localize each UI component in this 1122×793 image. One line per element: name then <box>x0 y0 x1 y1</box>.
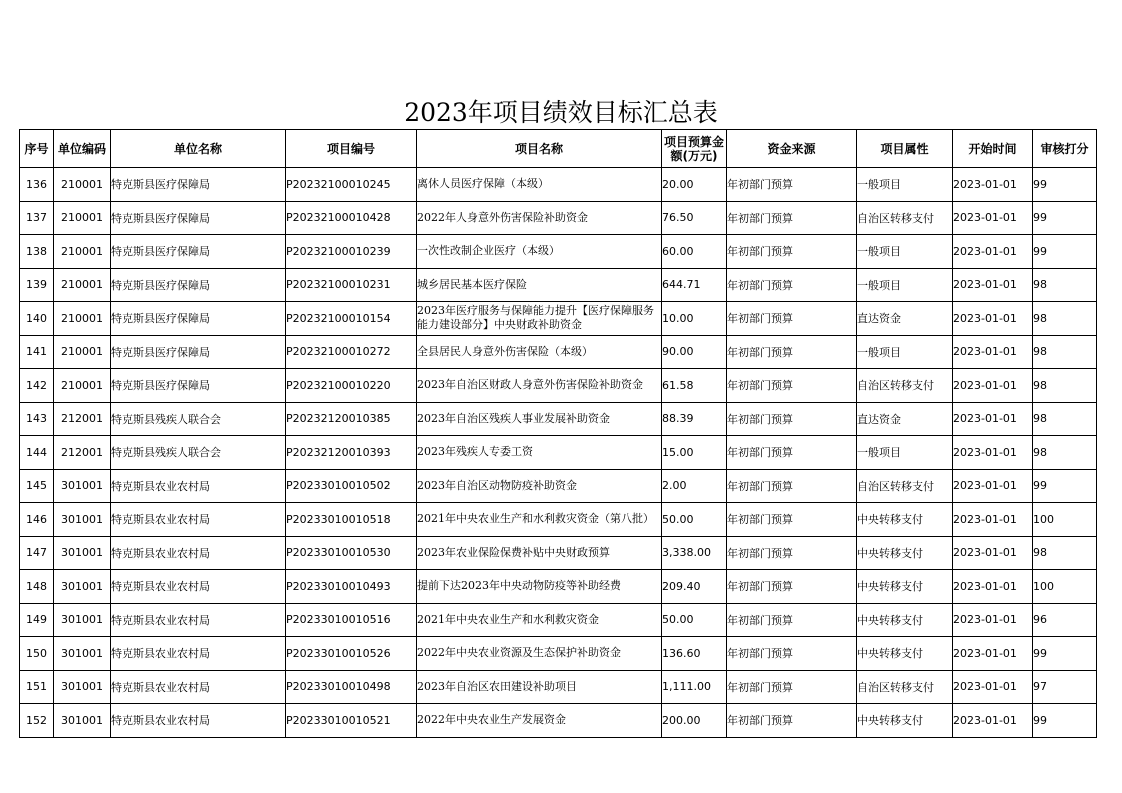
cell-attribute: 一般项目 <box>857 235 953 269</box>
table-row <box>20 603 1097 637</box>
cell-attribute: 中央转移支付 <box>857 503 953 537</box>
table-row <box>20 369 1097 403</box>
cell-unit-name: 特克斯县农业农村局 <box>111 469 286 503</box>
cell-source: 年初部门预算 <box>727 302 857 336</box>
cell-unit-name: 特克斯县农业农村局 <box>111 637 286 671</box>
cell-project-id: P20232100010245 <box>286 168 417 202</box>
cell-unit-code: 301001 <box>54 603 111 637</box>
cell-budget: 60.00 <box>662 235 727 269</box>
column-header-source: 资金来源 <box>727 130 857 168</box>
cell-project-id: P20233010010502 <box>286 469 417 503</box>
cell-score: 98 <box>1033 402 1097 436</box>
cell-start-date: 2023-01-01 <box>953 436 1033 470</box>
cell-unit-code: 210001 <box>54 235 111 269</box>
cell-budget: 61.58 <box>662 369 727 403</box>
cell-project-id: P20232120010393 <box>286 436 417 470</box>
cell-score: 99 <box>1033 235 1097 269</box>
cell-attribute: 自治区转移支付 <box>857 369 953 403</box>
cell-start-date: 2023-01-01 <box>953 637 1033 671</box>
cell-unit-code: 210001 <box>54 302 111 336</box>
cell-unit-name: 特克斯县残疾人联合会 <box>111 436 286 470</box>
cell-source: 年初部门预算 <box>727 201 857 235</box>
cell-budget: 1,111.00 <box>662 670 727 704</box>
cell-seq: 142 <box>20 369 54 403</box>
cell-seq: 145 <box>20 469 54 503</box>
cell-project-id: P20232100010428 <box>286 201 417 235</box>
cell-unit-name: 特克斯县农业农村局 <box>111 503 286 537</box>
cell-budget: 20.00 <box>662 168 727 202</box>
cell-attribute: 自治区转移支付 <box>857 201 953 235</box>
column-header-score: 审核打分 <box>1033 130 1097 168</box>
cell-seq: 152 <box>20 704 54 738</box>
cell-attribute: 一般项目 <box>857 436 953 470</box>
cell-unit-name: 特克斯县农业农村局 <box>111 670 286 704</box>
cell-unit-code: 301001 <box>54 536 111 570</box>
cell-source: 年初部门预算 <box>727 235 857 269</box>
cell-project-name: 2023年医疗服务与保障能力提升【医疗保障服务能力建设部分】中央财政补助资金 <box>417 302 662 336</box>
cell-project-name: 离休人员医疗保障（本级） <box>417 168 662 202</box>
cell-start-date: 2023-01-01 <box>953 402 1033 436</box>
column-header-unit-name: 单位名称 <box>111 130 286 168</box>
cell-budget: 90.00 <box>662 335 727 369</box>
cell-unit-name: 特克斯县医疗保障局 <box>111 268 286 302</box>
cell-project-id: P20233010010498 <box>286 670 417 704</box>
cell-score: 99 <box>1033 469 1097 503</box>
cell-project-id: P20232120010385 <box>286 402 417 436</box>
cell-source: 年初部门预算 <box>727 704 857 738</box>
cell-attribute: 直达资金 <box>857 402 953 436</box>
cell-budget: 3,338.00 <box>662 536 727 570</box>
cell-attribute: 一般项目 <box>857 168 953 202</box>
cell-source: 年初部门预算 <box>727 268 857 302</box>
cell-unit-name: 特克斯县医疗保障局 <box>111 369 286 403</box>
cell-source: 年初部门预算 <box>727 369 857 403</box>
cell-seq: 141 <box>20 335 54 369</box>
cell-start-date: 2023-01-01 <box>953 704 1033 738</box>
cell-score: 100 <box>1033 503 1097 537</box>
cell-start-date: 2023-01-01 <box>953 469 1033 503</box>
table-row <box>20 570 1097 604</box>
column-header-unit-code: 单位编码 <box>54 130 111 168</box>
cell-unit-name: 特克斯县农业农村局 <box>111 603 286 637</box>
column-header-budget: 项目预算金额(万元) <box>662 130 727 168</box>
table-row <box>20 704 1097 738</box>
cell-source: 年初部门预算 <box>727 503 857 537</box>
cell-start-date: 2023-01-01 <box>953 235 1033 269</box>
cell-score: 99 <box>1033 704 1097 738</box>
cell-project-id: P20232100010220 <box>286 369 417 403</box>
cell-project-name: 2023年自治区动物防疫补助资金 <box>417 469 662 503</box>
cell-project-name: 2021年中央农业生产和水利救灾资金 <box>417 603 662 637</box>
cell-source: 年初部门预算 <box>727 335 857 369</box>
column-header-attribute: 项目属性 <box>857 130 953 168</box>
cell-score: 97 <box>1033 670 1097 704</box>
cell-start-date: 2023-01-01 <box>953 201 1033 235</box>
cell-score: 98 <box>1033 369 1097 403</box>
column-header-project-id: 项目编号 <box>286 130 417 168</box>
cell-score: 98 <box>1033 436 1097 470</box>
cell-start-date: 2023-01-01 <box>953 369 1033 403</box>
table-row <box>20 268 1097 302</box>
cell-attribute: 中央转移支付 <box>857 570 953 604</box>
cell-score: 98 <box>1033 302 1097 336</box>
cell-attribute: 自治区转移支付 <box>857 469 953 503</box>
cell-seq: 148 <box>20 570 54 604</box>
cell-attribute: 一般项目 <box>857 268 953 302</box>
cell-budget: 76.50 <box>662 201 727 235</box>
cell-source: 年初部门预算 <box>727 469 857 503</box>
cell-seq: 151 <box>20 670 54 704</box>
column-header-seq: 序号 <box>20 130 54 168</box>
cell-seq: 143 <box>20 402 54 436</box>
cell-project-id: P20233010010516 <box>286 603 417 637</box>
cell-budget: 2.00 <box>662 469 727 503</box>
cell-budget: 88.39 <box>662 402 727 436</box>
cell-attribute: 一般项目 <box>857 335 953 369</box>
cell-project-id: P20232100010272 <box>286 335 417 369</box>
cell-seq: 150 <box>20 637 54 671</box>
cell-unit-name: 特克斯县残疾人联合会 <box>111 402 286 436</box>
cell-attribute: 自治区转移支付 <box>857 670 953 704</box>
cell-score: 98 <box>1033 335 1097 369</box>
cell-start-date: 2023-01-01 <box>953 503 1033 537</box>
cell-project-name: 全县居民人身意外伤害保险（本级） <box>417 335 662 369</box>
cell-unit-name: 特克斯县医疗保障局 <box>111 201 286 235</box>
table-row <box>20 302 1097 336</box>
page-title: 2023年项目绩效目标汇总表 <box>404 98 718 127</box>
cell-attribute: 中央转移支付 <box>857 637 953 671</box>
cell-project-name: 2023年农业保险保费补贴中央财政预算 <box>417 536 662 570</box>
cell-attribute: 中央转移支付 <box>857 603 953 637</box>
cell-unit-code: 301001 <box>54 469 111 503</box>
cell-unit-code: 210001 <box>54 168 111 202</box>
cell-start-date: 2023-01-01 <box>953 670 1033 704</box>
header-row <box>20 130 1097 168</box>
cell-unit-name: 特克斯县农业农村局 <box>111 570 286 604</box>
cell-score: 99 <box>1033 201 1097 235</box>
table-row <box>20 335 1097 369</box>
cell-unit-code: 212001 <box>54 436 111 470</box>
cell-source: 年初部门预算 <box>727 637 857 671</box>
table-row <box>20 637 1097 671</box>
cell-seq: 140 <box>20 302 54 336</box>
cell-unit-code: 301001 <box>54 670 111 704</box>
cell-unit-code: 210001 <box>54 335 111 369</box>
table-row <box>20 402 1097 436</box>
table-row <box>20 235 1097 269</box>
cell-budget: 15.00 <box>662 436 727 470</box>
cell-project-id: P20233010010521 <box>286 704 417 738</box>
cell-project-id: P20233010010530 <box>286 536 417 570</box>
cell-start-date: 2023-01-01 <box>953 268 1033 302</box>
cell-seq: 136 <box>20 168 54 202</box>
table-body <box>20 168 1097 738</box>
table-row <box>20 670 1097 704</box>
cell-project-id: P20233010010526 <box>286 637 417 671</box>
table-row <box>20 503 1097 537</box>
cell-project-id: P20232100010154 <box>286 302 417 336</box>
cell-budget: 200.00 <box>662 704 727 738</box>
cell-score: 98 <box>1033 268 1097 302</box>
cell-source: 年初部门预算 <box>727 536 857 570</box>
cell-unit-code: 301001 <box>54 503 111 537</box>
cell-source: 年初部门预算 <box>727 402 857 436</box>
column-header-project-name: 项目名称 <box>417 130 662 168</box>
cell-unit-name: 特克斯县农业农村局 <box>111 536 286 570</box>
cell-project-name: 2022年人身意外伤害保险补助资金 <box>417 201 662 235</box>
cell-attribute: 直达资金 <box>857 302 953 336</box>
table-row <box>20 536 1097 570</box>
cell-project-name: 2022年中央农业资源及生态保护补助资金 <box>417 637 662 671</box>
table-row <box>20 469 1097 503</box>
cell-project-id: P20232100010231 <box>286 268 417 302</box>
cell-project-id: P20233010010518 <box>286 503 417 537</box>
cell-start-date: 2023-01-01 <box>953 570 1033 604</box>
cell-project-id: P20233010010493 <box>286 570 417 604</box>
cell-unit-code: 301001 <box>54 570 111 604</box>
cell-seq: 138 <box>20 235 54 269</box>
cell-budget: 644.71 <box>662 268 727 302</box>
cell-project-name: 城乡居民基本医疗保险 <box>417 268 662 302</box>
cell-seq: 149 <box>20 603 54 637</box>
cell-source: 年初部门预算 <box>727 570 857 604</box>
column-header-start: 开始时间 <box>953 130 1033 168</box>
cell-source: 年初部门预算 <box>727 436 857 470</box>
cell-project-name: 2023年残疾人专委工资 <box>417 436 662 470</box>
cell-attribute: 中央转移支付 <box>857 704 953 738</box>
cell-unit-name: 特克斯县医疗保障局 <box>111 235 286 269</box>
cell-unit-name: 特克斯县医疗保障局 <box>111 335 286 369</box>
cell-attribute: 中央转移支付 <box>857 536 953 570</box>
cell-unit-code: 301001 <box>54 637 111 671</box>
cell-unit-name: 特克斯县医疗保障局 <box>111 168 286 202</box>
cell-unit-code: 210001 <box>54 369 111 403</box>
table-row <box>20 201 1097 235</box>
cell-score: 99 <box>1033 168 1097 202</box>
cell-unit-code: 210001 <box>54 201 111 235</box>
cell-source: 年初部门预算 <box>727 603 857 637</box>
cell-source: 年初部门预算 <box>727 168 857 202</box>
cell-score: 96 <box>1033 603 1097 637</box>
cell-project-name: 2023年自治区财政人身意外伤害保险补助资金 <box>417 369 662 403</box>
cell-start-date: 2023-01-01 <box>953 603 1033 637</box>
cell-source: 年初部门预算 <box>727 670 857 704</box>
cell-seq: 139 <box>20 268 54 302</box>
cell-start-date: 2023-01-01 <box>953 302 1033 336</box>
cell-start-date: 2023-01-01 <box>953 536 1033 570</box>
table-row <box>20 436 1097 470</box>
cell-budget: 50.00 <box>662 503 727 537</box>
cell-seq: 146 <box>20 503 54 537</box>
cell-unit-code: 210001 <box>54 268 111 302</box>
summary-table <box>19 129 1097 738</box>
cell-project-name: 2023年自治区残疾人事业发展补助资金 <box>417 402 662 436</box>
cell-project-name: 提前下达2023年中央动物防疫等补助经费 <box>417 570 662 604</box>
cell-unit-name: 特克斯县农业农村局 <box>111 704 286 738</box>
cell-project-name: 2021年中央农业生产和水利救灾资金（第八批） <box>417 503 662 537</box>
cell-budget: 50.00 <box>662 603 727 637</box>
cell-seq: 147 <box>20 536 54 570</box>
cell-seq: 137 <box>20 201 54 235</box>
table-row <box>20 168 1097 202</box>
cell-project-name: 2022年中央农业生产发展资金 <box>417 704 662 738</box>
cell-project-name: 2023年自治区农田建设补助项目 <box>417 670 662 704</box>
cell-start-date: 2023-01-01 <box>953 168 1033 202</box>
cell-score: 100 <box>1033 570 1097 604</box>
cell-start-date: 2023-01-01 <box>953 335 1033 369</box>
cell-project-name: 一次性改制企业医疗（本级） <box>417 235 662 269</box>
cell-unit-name: 特克斯县医疗保障局 <box>111 302 286 336</box>
cell-project-id: P20232100010239 <box>286 235 417 269</box>
cell-score: 99 <box>1033 637 1097 671</box>
cell-unit-code: 212001 <box>54 402 111 436</box>
cell-budget: 209.40 <box>662 570 727 604</box>
cell-seq: 144 <box>20 436 54 470</box>
cell-score: 98 <box>1033 536 1097 570</box>
cell-unit-code: 301001 <box>54 704 111 738</box>
cell-budget: 136.60 <box>662 637 727 671</box>
cell-budget: 10.00 <box>662 302 727 336</box>
